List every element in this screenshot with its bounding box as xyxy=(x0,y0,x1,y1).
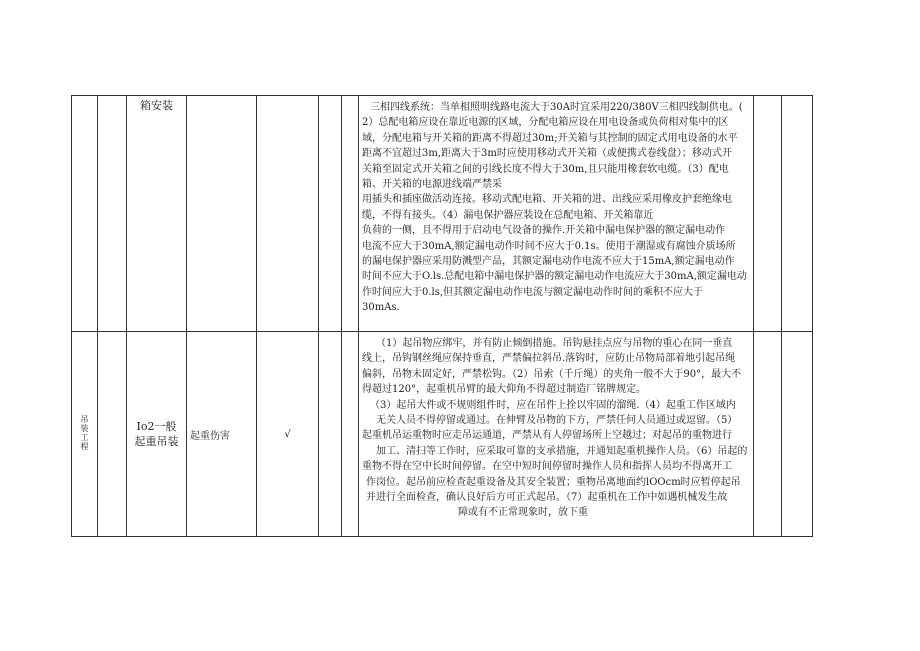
measure-line: 负荷的一侧，且不得用于启动电气设备的操作.开关箱中漏电保护器的额定漏电动作 xyxy=(362,225,726,237)
measure-line: 2）总配电箱应设在靠近电源的区域，分配电箱应设在用电设备或负荷相对集中的区 xyxy=(362,117,729,129)
blank-cell xyxy=(342,332,359,537)
section-cell xyxy=(72,96,98,332)
check-mark-icon: √ xyxy=(284,428,291,440)
measures-cell xyxy=(359,96,754,332)
item-name-cell xyxy=(127,332,187,537)
check-cell xyxy=(319,96,342,332)
measure-line: 距离不宜超过3m,距离大于3m时应使用移动式开关箱（或便携式卷线盘）；移动式开 xyxy=(362,148,732,160)
measure-line: 作时间应大于0.ls,但其额定漏电动作电流与额定漏电动作时间的乘积不应大于 xyxy=(362,286,704,298)
hazard-label: 起重伤害 xyxy=(190,430,230,442)
table-row xyxy=(72,332,813,537)
item-code: Io2一般 xyxy=(136,420,177,433)
measure-line: 的漏电保护器应采用防溅型产品，其额定漏电动作电流不应大于15mA,额定漏电动作 xyxy=(362,256,735,268)
measure-line: 时间不应大于O.ls.总配电箱中漏电保护器的额定漏电动作电流应大于30mA,额定漏电动 xyxy=(362,271,747,283)
blank-cell xyxy=(257,96,319,332)
section-cell xyxy=(72,332,98,537)
measure-line: 关箱至固定式开关箱之间的引线长度不得大于30m,且只能用橡套软电缆。（3）配电 xyxy=(362,163,729,175)
item-name-cell xyxy=(127,96,187,332)
measure-line: 得超过120°，起重机吊臂的最大仰角不得超过制造厂铭牌规定。 xyxy=(362,384,647,396)
measure-line: 电流不应大于30mA,额定漏电动作时间不应大于0.1s。使用于潮湿或有腐蚀介质场所 xyxy=(362,240,736,252)
blank-cell xyxy=(754,96,782,332)
hazard-cell xyxy=(187,332,257,537)
measure-line: 三相四线系统：当单相照明线路电流大于30A时宜采用220/380V三相四线制供电。( xyxy=(370,102,743,113)
measure-line: 缆，不得有接头。（4）漏电保护器应装设在总配电箱、开关箱靠近 xyxy=(362,209,654,221)
table-row xyxy=(72,96,813,332)
measure-line: 无关人员不得停留或通过。在伸臂及吊物的下方，严禁任何人员通过或逗留。（5） xyxy=(376,415,738,427)
code-cell xyxy=(98,96,127,332)
code-cell xyxy=(98,332,127,537)
measures-cell xyxy=(359,332,754,537)
measure-line: 加工、清扫等工作时，应采取可靠的支承措施，并通知起重机操作人员。（6）吊起的 xyxy=(376,445,748,457)
section-label: 吊装工程 xyxy=(80,414,89,451)
measure-line: 障或有不正常现象时，放下重 xyxy=(458,507,588,519)
item-name: 起重吊装 xyxy=(134,435,179,448)
blank-cell xyxy=(319,332,342,537)
measure-line: 起重机吊运重物时应走吊运通道，严禁从有人停留场所上空越过；对起吊的重物进行 xyxy=(362,430,732,442)
measure-line: 30mAs. xyxy=(362,302,400,314)
hazard-cell xyxy=(187,96,257,332)
measure-line: 并进行全面检查，确认良好后方可正式起吊。（7）起重机在工作中如遇机械发生故 xyxy=(366,492,728,504)
measure-line: 线上，吊钩钢丝绳应保持垂直，严禁偏拉斜吊.落钩时，应防止吊物局部着地引起吊绳 xyxy=(362,353,736,365)
measure-line: 域，分配电箱与开关箱的距离不得超过30m;开关箱与其控制的固定式用电设备的水平 xyxy=(362,132,738,144)
measure-line: 重物不得在空中长时间停留。在空中短时间停留时操作人员和指挥人员均不得离开工 xyxy=(362,461,732,473)
measure-line: （3）起吊大件或不规则组件时，应在吊件上拴以牢固的溜绳.（4）起重工作区域内 xyxy=(370,399,736,411)
measure-line: 用插头和插座做活动连接。移动式配电箱、开关箱的进、出线应采用橡皮护套绝缘电 xyxy=(362,194,732,206)
measure-line: 作岗位。起吊前应检查起重设备及其安全装置；重物吊离地面约lOOcm时应暂停起吊 xyxy=(366,476,741,488)
blank-cell xyxy=(782,332,813,537)
blank-cell xyxy=(782,96,813,332)
safety-measures-table xyxy=(71,95,813,537)
check-cell xyxy=(257,332,319,537)
item-name: 箱安装 xyxy=(140,99,173,112)
measure-line: 偏斜，吊物未固定好，严禁松钩。（2）吊索（千斤绳）的夹角一般不大于90°，最大不 xyxy=(362,368,742,380)
measure-line: （1）起吊物应绑牢，并有防止倾倒措施。吊钩悬挂点应与吊物的重心在同一垂直 xyxy=(376,338,733,349)
blank-cell xyxy=(342,96,359,332)
measure-line: 箱、开关箱的电源进线端严禁采 xyxy=(362,179,502,191)
blank-cell xyxy=(754,332,782,537)
